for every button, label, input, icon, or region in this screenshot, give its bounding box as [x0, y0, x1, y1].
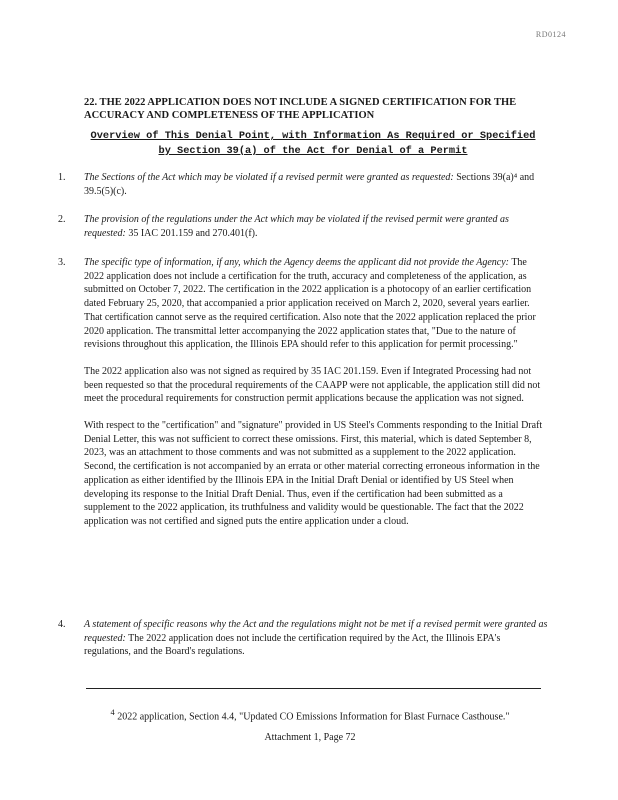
list-item: [58, 256, 548, 542]
list-item: [58, 213, 548, 240]
footnote-divider: [86, 688, 541, 689]
item-number: 4.: [58, 619, 66, 630]
section-heading: 22. THE 2022 APPLICATION DOES NOT INCLUDE A SIGNED CERTIFICATION FOR THE ACCURACY AND COMPLETENESS OF THE APPLICATION: [84, 97, 517, 121]
item-paragraph: With respect to the "certification" and "signature" provided in US Steel's Comments responding to the Initial Draft Denial Letter, this was not sufficient to correct these omissions. First, this material, which is dated September 8, 2023, was an attachment to those comments and was not submitted as a supplement to the 2022 application. Second, the certification is not accompanied by an errata or other material correcting erroneous information in the application as either identified by the Illinois EPA in the Initial Draft Denial or identified by US Steel when developing its response to the Initial Draft Denial. Thus, even if the certification had been submitted as a supplement to the 2022 application, its truthfulness and validity would be questionable. The fact that the 2022 application was not certified and signed puts the entire application under a cloud.: [84, 420, 543, 527]
item-lead: The specific type of information, if any, which the Agency deems the applicant did not provide the Agency:: [84, 257, 509, 268]
item-number: 3.: [58, 257, 66, 268]
item-text: The 2022 application does not include the certification required by the Act, the Illinois EPA's regulations, and the Board's regulations.: [84, 632, 501, 658]
item-paragraph: The 2022 application also was not signed as required by 35 IAC 201.159. Even if Integrated Processing had not been requested so that the procedural requirements of the CAAPP were not applicable, the application still did not meet the procedural requirements for construction permit applications because the application was not signed.: [84, 365, 541, 405]
item-lead: The Sections of the Act which may be violated if a revised permit were granted as requested:: [84, 172, 454, 183]
overview-subheading: Overview of This Denial Point, with Information As Required or Specified by Section 39(a) of the Act for Denial of a Permit: [90, 130, 536, 157]
footnote: $^4$ 2022 application, Section 4.4, "Updated CO Emissions Information for Blast Furnace Casthouse.": [110, 708, 510, 723]
item-text: Sections 39(a)⁴ and 39.5(5)(c).: [84, 172, 535, 197]
item-lead: A statement of specific reasons why the Act and the regulations might not be met if a revised permit were granted as requested:: [84, 619, 548, 644]
list-item: [58, 171, 548, 198]
page-label: Attachment 1, Page 72: [264, 732, 356, 743]
item-number: 1.: [58, 172, 66, 183]
document-id: RD0124: [535, 30, 566, 39]
item-text: The 2022 application does not include a certification for the truth, accuracy and completeness of the application, as submitted on October 7, 2022. The certification in the 2022 application is a photocopy of an earlier certification dated February 25, 2020, that accompanied a prior application received on March 2, 2020, several years earlier. That certification cannot serve as the required certification. Also note that the 2022 application replaced the prior 2020 application. The transmittal letter accompanying the 2022 application states that, "Due to the nature of revisions throughout this application, the Illinois EPA should refer to this application for permit processing.": [84, 257, 536, 351]
item-number: 2.: [58, 214, 66, 225]
item-lead: The provision of the regulations under the Act which may be violated if the revised permit were granted as requested:: [84, 214, 509, 239]
item-text: 35 IAC 201.159 and 270.401(f).: [125, 227, 258, 239]
list-item: [58, 618, 548, 659]
